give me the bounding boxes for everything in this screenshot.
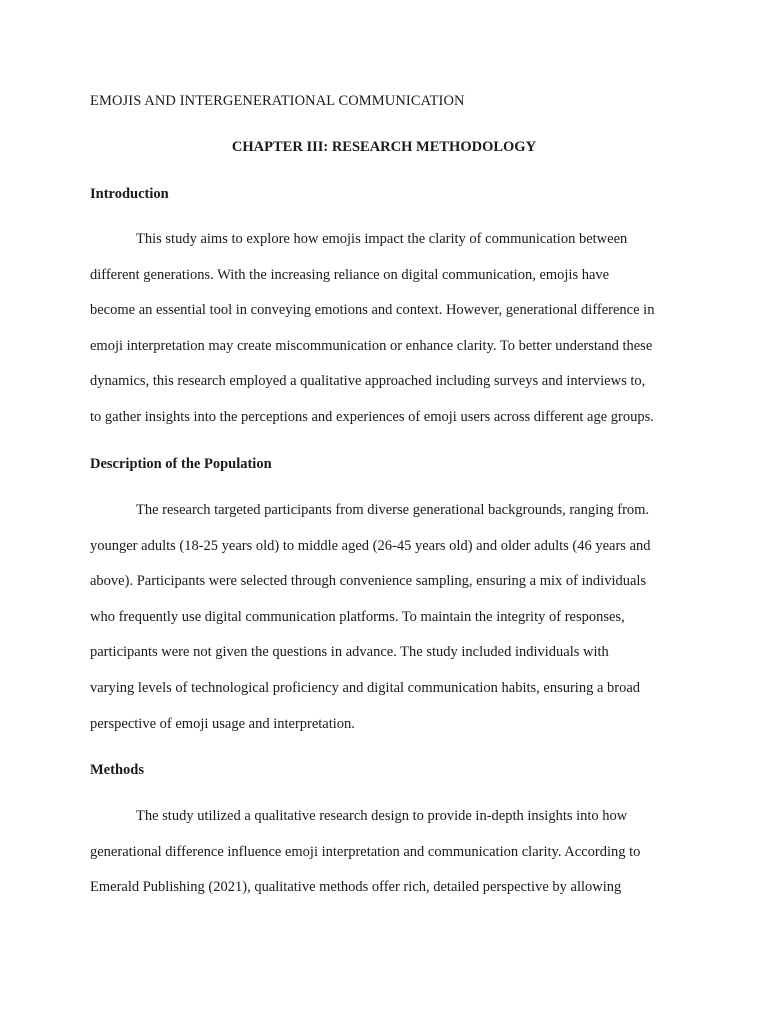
paragraph-introduction [90,222,690,436]
paragraph-line: The research targeted participants from diverse generational backgrounds, ranging from. [136,502,650,518]
paragraph-methods [90,799,690,906]
section-heading-methods: Methods [90,762,144,778]
paragraph-line: perspective of emoji usage and interpretation. [90,715,355,732]
paragraph-line: emoji interpretation may create miscommunication or enhance clarity. To better understand these [90,337,653,354]
paragraph-line: to gather insights into the perceptions and experiences of emoji users across different age groups. [90,408,654,425]
paragraph-line: This study aims to explore how emojis impact the clarity of communication between [136,231,628,247]
paragraph-line: different generations. With the increasing reliance on digital communication, emojis have [90,266,610,283]
paragraph-line: become an essential tool in conveying emotions and context. However, generational difference in [90,302,655,319]
paragraph-line: varying levels of technological proficiency and digital communication habits, ensuring a broad [90,679,641,696]
paragraph-line: The study utilized a qualitative research design to provide in-depth insights into how [136,808,628,824]
running-head: EMOJIS AND INTERGENERATIONAL COMMUNICATION [90,93,465,109]
paragraph-line: participants were not given the questions in advance. The study included individuals with [90,644,609,661]
paragraph-line: Emerald Publishing (2021), qualitative methods offer rich, detailed perspective by allowing [90,879,622,896]
paragraph-line: who frequently use digital communication platforms. To maintain the integrity of responses, [90,608,625,625]
paragraph-line: dynamics, this research employed a qualitative approached including surveys and interviews to, [90,373,646,390]
paragraph-population [90,493,690,742]
paragraph-line: younger adults (18-25 years old) to middle aged (26-45 years old) and older adults (46 years and [90,537,651,554]
paragraph-line: above). Participants were selected through convenience sampling, ensuring a mix of individuals [90,573,647,590]
chapter-title: CHAPTER III: RESEARCH METHODOLOGY [231,139,537,155]
paragraph-line: generational difference influence emoji interpretation and communication clarity. According to [90,843,641,860]
section-heading-introduction: Introduction [90,186,169,202]
section-heading-population: Description of the Population [90,456,272,472]
